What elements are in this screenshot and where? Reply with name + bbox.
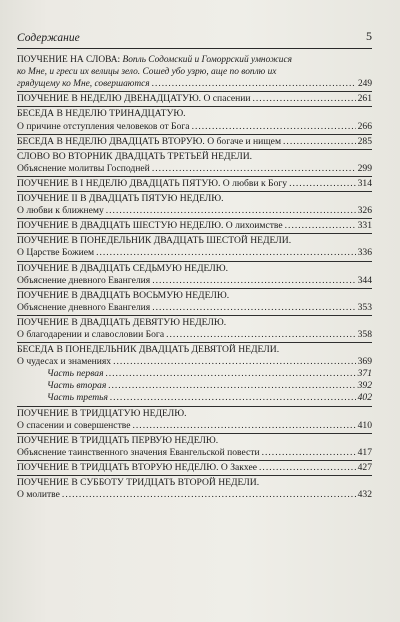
toc-entry-text	[47, 368, 104, 380]
toc-entry-text	[17, 108, 186, 119]
toc-entry-text	[17, 205, 104, 217]
toc-text-part: ПОУЧЕНИЕ II В ДВАДЦАТЬ ПЯТУЮ НЕДЕЛЮ.	[17, 193, 224, 205]
toc-entry-text	[17, 447, 260, 459]
toc-entry	[17, 92, 372, 107]
toc-entry-text	[17, 435, 218, 446]
toc-entry-text	[17, 55, 292, 65]
toc-page-number: 299	[357, 162, 372, 174]
toc-entry-text	[17, 178, 287, 190]
toc-page-number: 336	[357, 247, 372, 259]
toc-text-part: ПОУЧЕНИЕ В ПОНЕДЕЛЬНИК ДВАДЦАТЬ ШЕСТОЙ НЕДЕЛИ.	[17, 235, 292, 247]
toc-subentry-line	[17, 368, 372, 380]
toc-entry-line	[17, 408, 372, 420]
toc-entry-text	[17, 247, 94, 259]
toc-entry	[17, 234, 372, 261]
toc-entry	[17, 177, 372, 192]
toc-entry-line	[17, 55, 372, 67]
toc-page-number: 353	[357, 301, 372, 313]
toc-entry-text	[17, 193, 224, 204]
toc-entry-text	[47, 380, 106, 392]
dot-leader	[152, 163, 356, 175]
toc-entry-text	[17, 235, 291, 246]
dot-leader	[253, 93, 356, 105]
toc-entry-text	[17, 151, 252, 162]
toc-entry-line	[17, 193, 372, 205]
toc-entry-line	[17, 235, 372, 247]
running-header	[17, 26, 372, 44]
toc-entry	[17, 316, 372, 343]
toc-entry-text	[17, 220, 283, 232]
toc-text-part: ПОУЧЕНИЕ В I НЕДЕЛЮ ДВАДЦАТЬ ПЯТУЮ. О любви к Богу	[17, 177, 288, 189]
toc-page-number: 358	[357, 328, 372, 340]
toc-text-part: БЕСЕДА В ПОНЕДЕЛЬНИК ДВАДЦАТЬ ДЕВЯТОЙ НЕДЕЛИ.	[17, 344, 280, 356]
toc-entry-line	[17, 329, 372, 341]
toc-text-part: БЕСЕДА В НЕДЕЛЮ ДВАДЦАТЬ ВТОРУЮ. О богаче и нищем	[17, 135, 282, 147]
dot-leader	[113, 356, 356, 368]
dot-leader	[152, 275, 355, 287]
section-title: Содержание	[17, 32, 80, 44]
toc-text-part: ПОУЧЕНИЕ В ДВАДЦАТЬ ВОСЬМУЮ НЕДЕЛЮ.	[17, 289, 230, 301]
dot-leader	[289, 178, 356, 190]
header-rule	[17, 48, 372, 49]
toc-entry	[17, 219, 372, 234]
toc-entry-line	[17, 263, 372, 275]
toc-entry-text	[17, 420, 131, 432]
toc-page-number: 326	[357, 205, 372, 217]
dot-leader	[106, 368, 356, 380]
dot-leader	[152, 79, 356, 91]
toc-entry-line	[17, 247, 372, 259]
dot-leader	[152, 302, 355, 314]
toc-entry-text	[17, 93, 251, 105]
toc-entry-line	[17, 93, 372, 105]
toc-entry-text	[17, 302, 150, 314]
dot-leader	[108, 380, 355, 392]
toc-entry-line	[17, 356, 372, 368]
toc-entry	[17, 289, 372, 316]
toc-entry	[17, 343, 372, 406]
toc-entry-line	[17, 79, 372, 91]
toc-entry	[17, 192, 372, 219]
toc-page-number: 261	[357, 93, 372, 105]
toc-entry-text	[17, 329, 164, 341]
dot-leader	[133, 420, 356, 432]
dot-leader	[166, 329, 356, 341]
toc-entry-line	[17, 477, 372, 489]
table-of-contents	[17, 54, 372, 502]
toc-page-number: 266	[357, 120, 372, 132]
toc-entry-line	[17, 275, 372, 287]
toc-text-part: ПОУЧЕНИЕ В ТРИДЦАТЬ ПЕРВУЮ НЕДЕЛЮ.	[17, 434, 219, 446]
toc-entry-text	[17, 317, 226, 328]
toc-entry-text	[47, 392, 108, 404]
toc-entry-text	[17, 67, 276, 77]
toc-text-part: Часть первая	[47, 368, 104, 380]
toc-entry	[17, 150, 372, 177]
toc-entry-text	[17, 290, 229, 301]
toc-entry-line	[17, 317, 372, 329]
toc-page-number: 314	[357, 177, 372, 189]
toc-text-part: Вопль Содомский и Гоморрский умножися	[122, 55, 292, 65]
toc-entry-text	[17, 136, 281, 148]
toc-entry	[17, 107, 372, 134]
toc-entry-text	[17, 408, 187, 419]
toc-entry	[17, 461, 372, 476]
toc-text-part: ко Мне, и греси их велицы зело. Сошед убо узрю, аще по воплю их	[17, 66, 277, 77]
toc-entry-line	[17, 447, 372, 459]
dot-leader	[96, 247, 356, 259]
toc-text-part: О причине отступления человеков от Бога	[17, 120, 190, 132]
toc-text-part: СЛОВО ВО ВТОРНИК ДВАДЦАТЬ ТРЕТЬЕЙ НЕДЕЛИ.	[17, 150, 253, 162]
toc-text-part: Часть третья	[47, 392, 108, 404]
toc-entry	[17, 135, 372, 150]
toc-entry-line	[17, 290, 372, 302]
toc-entry-line	[17, 151, 372, 163]
toc-subentry-line	[17, 380, 372, 392]
toc-text-part: О молитве	[17, 489, 60, 501]
toc-entry-line	[17, 67, 372, 79]
toc-entry-line	[17, 435, 372, 447]
toc-entry-line	[17, 205, 372, 217]
toc-entry-text	[17, 263, 228, 274]
toc-entry	[17, 54, 372, 92]
toc-text-part: ПОУЧЕНИЕ В ТРИДЦАТЬ ВТОРУЮ НЕДЕЛЮ. О Закхее	[17, 461, 258, 473]
toc-entry	[17, 476, 372, 502]
dot-leader	[192, 121, 356, 133]
toc-text-part: ПОУЧЕНИЕ В СУББОТУ ТРИДЦАТЬ ВТОРОЙ НЕДЕЛИ.	[17, 477, 260, 489]
toc-entry-text	[17, 79, 150, 91]
dot-leader	[106, 205, 356, 217]
toc-text-part: О чудесах и знамениях	[17, 356, 112, 368]
toc-text-part: ПОУЧЕНИЕ В ДВАДЦАТЬ ДЕВЯТУЮ НЕДЕЛЮ.	[17, 316, 227, 328]
toc-text-part: БЕСЕДА В НЕДЕЛЮ ТРИНАДЦАТУЮ.	[17, 108, 186, 120]
toc-page-number: 417	[357, 446, 372, 458]
toc-page-number: 427	[357, 461, 372, 473]
toc-page-number: 410	[357, 419, 372, 431]
dot-leader	[259, 462, 356, 474]
toc-entry-text	[17, 489, 60, 501]
toc-text-part: ПОУЧЕНИЕ В ДВАДЦАТЬ ШЕСТУЮ НЕДЕЛЮ. О лихоимстве	[17, 220, 283, 232]
dot-leader	[62, 489, 356, 501]
toc-text-part: О Царстве Божием	[17, 247, 95, 259]
toc-entry	[17, 407, 372, 434]
toc-entry	[17, 434, 372, 461]
toc-entry-line	[17, 344, 372, 356]
dot-leader	[285, 220, 356, 232]
toc-entry-text	[17, 356, 111, 368]
toc-text-part: О любви к ближнему	[17, 205, 104, 217]
toc-page-number: 371	[357, 368, 372, 380]
toc-text-part: грядущему ко Мне, совершаются	[17, 78, 150, 89]
toc-entry-line	[17, 420, 372, 432]
toc-entry-line	[17, 220, 372, 232]
toc-entry-text	[17, 163, 150, 175]
toc-entry-text	[17, 477, 259, 488]
toc-page-number: 392	[357, 380, 372, 392]
toc-entry-line	[17, 178, 372, 190]
toc-entry-line	[17, 163, 372, 175]
toc-page-number: 285	[357, 135, 372, 147]
toc-text-part: ПОУЧЕНИЕ В ДВАДЦАТЬ СЕДЬМУЮ НЕДЕЛЮ.	[17, 262, 229, 274]
page-number: 5	[366, 29, 372, 43]
toc-text-part: ПОУЧЕНИЕ В ТРИДЦАТУЮ НЕДЕЛЮ.	[17, 407, 187, 419]
toc-page-number: 249	[357, 78, 372, 89]
toc-entry-text	[17, 462, 257, 474]
toc-text-part: ПОУЧЕНИЕ НА СЛОВА:	[17, 55, 123, 65]
toc-entry-text	[17, 275, 150, 287]
toc-subentry-line	[17, 392, 372, 404]
toc-entry-line	[17, 121, 372, 133]
toc-entry-line	[17, 136, 372, 148]
toc-text-part: Объяснение дневного Евангелия	[17, 301, 151, 313]
toc-text-part: Часть вторая	[47, 380, 107, 392]
toc-page-number: 344	[357, 274, 372, 286]
toc-text-part: О благодарении и славословии Бога	[17, 328, 165, 340]
toc-entry-text	[17, 121, 190, 133]
toc-page-number: 331	[357, 220, 372, 232]
toc-page-number: 369	[357, 356, 372, 368]
toc-text-part: Объяснение молитвы Господней	[17, 162, 150, 174]
toc-entry-text	[17, 344, 279, 355]
toc-entry-line	[17, 108, 372, 120]
toc-text-part: О спасении и совершенстве	[17, 419, 131, 431]
dot-leader	[110, 392, 356, 404]
toc-text-part: Объяснение таинственного значения Евангельской повести	[17, 446, 260, 458]
toc-text-part: Объяснение дневного Евангелия	[17, 274, 151, 286]
toc-entry-line	[17, 462, 372, 474]
dot-leader	[262, 447, 356, 459]
toc-page-number: 402	[357, 392, 372, 404]
dot-leader	[283, 136, 356, 148]
toc-entry-line	[17, 302, 372, 314]
toc-page-number: 432	[357, 489, 372, 501]
toc-text-part: ПОУЧЕНИЕ В НЕДЕЛЮ ДВЕНАДЦАТУЮ. О спасении	[17, 93, 251, 105]
toc-entry-line	[17, 489, 372, 501]
toc-entry	[17, 262, 372, 289]
